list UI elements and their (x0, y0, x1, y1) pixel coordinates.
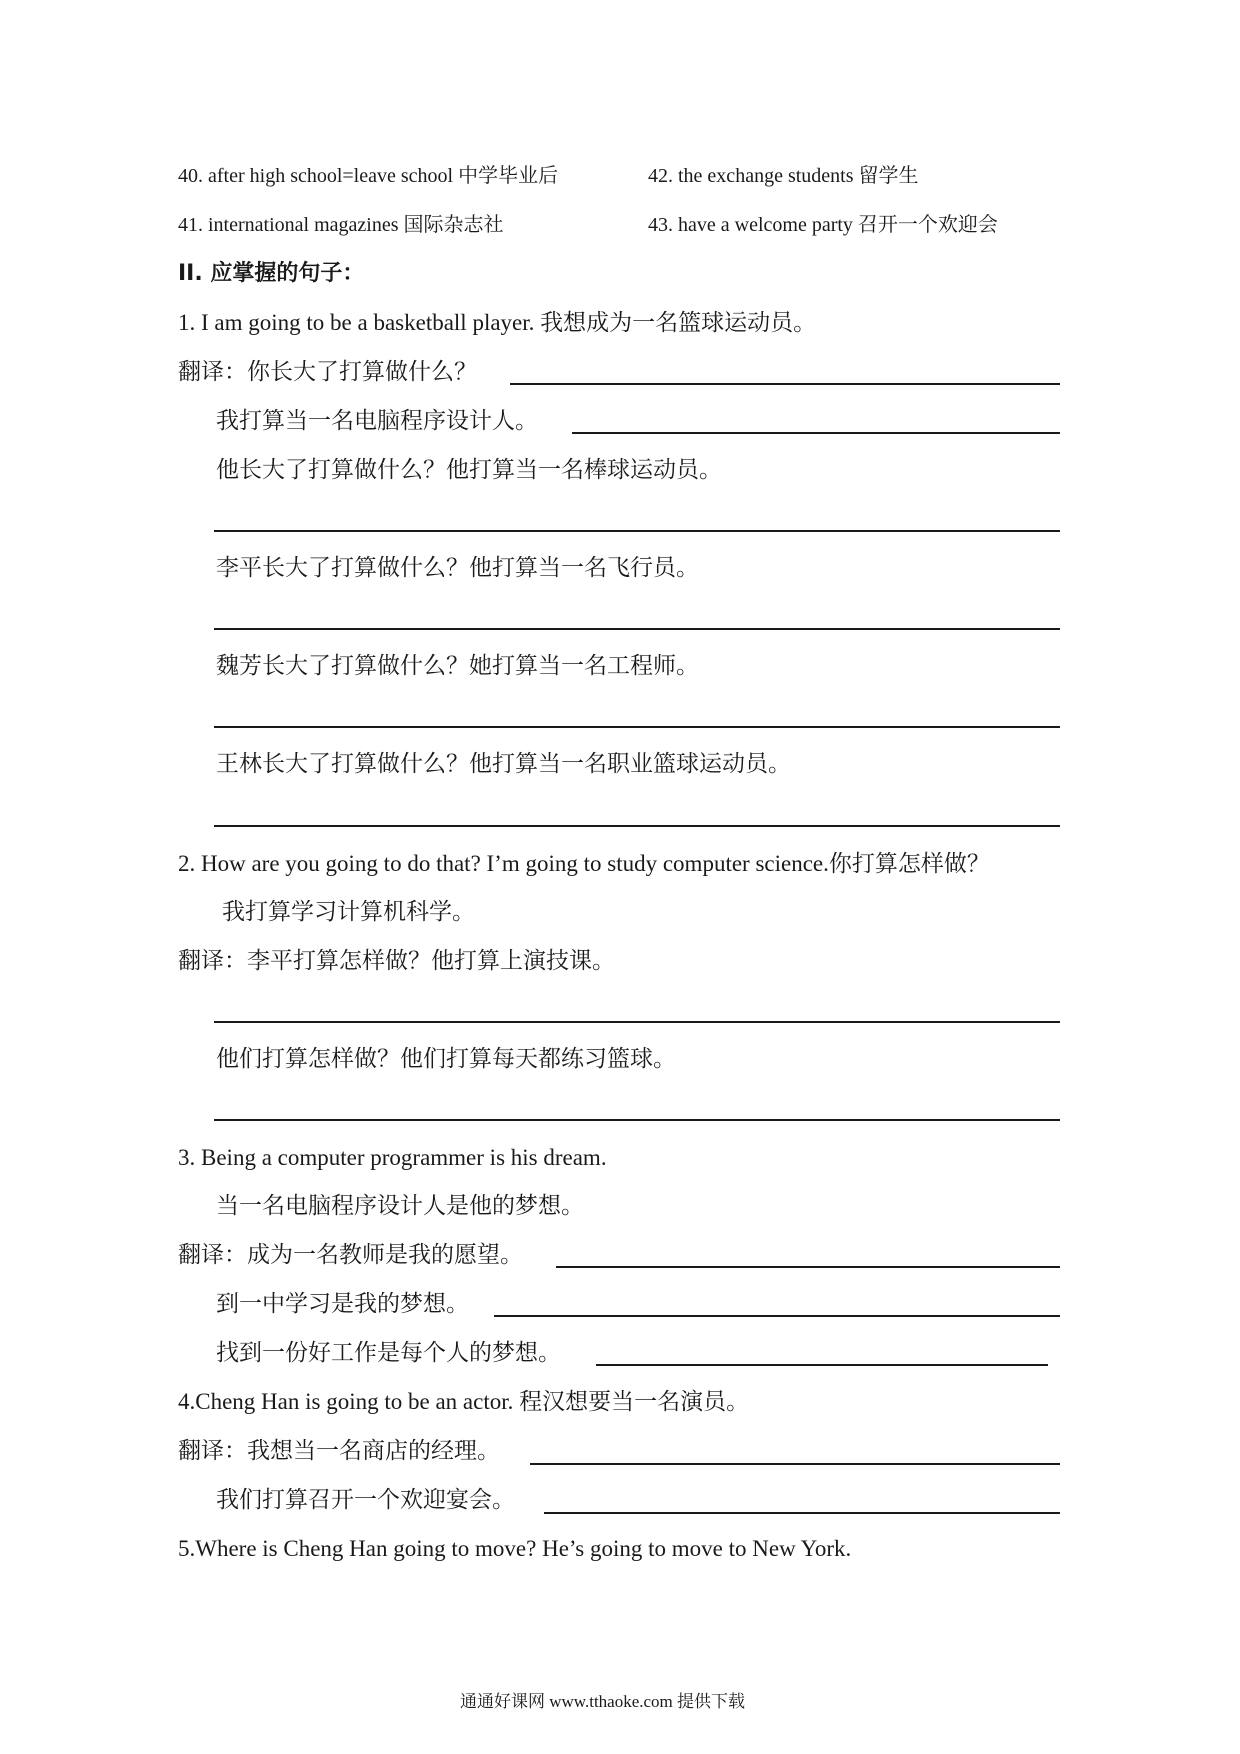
sentence-3-prompt-1: 翻译：成为一名教师是我的愿望。 (178, 1242, 523, 1267)
answer-line[interactable] (214, 1021, 1060, 1023)
sentence-2-example-zh: 我打算学习计算机科学。 (222, 899, 475, 924)
answer-line[interactable] (214, 726, 1060, 728)
sentence-1-example: 1. I am going to be a basketball player. 我想成为一名篮球运动员。 (178, 310, 817, 335)
section-heading: II. 应掌握的句子： (178, 261, 365, 286)
sentence-4-prompt-1: 翻译：我想当一名商店的经理。 (178, 1438, 500, 1463)
sentence-1-prompt-4: 李平长大了打算做什么？他打算当一名飞行员。 (216, 555, 699, 580)
sentence-3-prompt-3: 找到一份好工作是每个人的梦想。 (216, 1340, 561, 1365)
sentence-1-prompt-6: 王林长大了打算做什么？他打算当一名职业篮球运动员。 (216, 751, 791, 776)
sentence-1-prompt-2: 我打算当一名电脑程序设计人。 (216, 408, 538, 433)
sentence-5-example: 5.Where is Cheng Han going to move? He’s going to move to New York. (178, 1536, 852, 1561)
vocab-item-43: 43. have a welcome party 召开一个欢迎会 (648, 214, 998, 236)
answer-line[interactable] (556, 1266, 1060, 1268)
answer-line[interactable] (214, 530, 1060, 532)
answer-line[interactable] (214, 1119, 1060, 1121)
answer-line[interactable] (544, 1512, 1060, 1514)
answer-line[interactable] (596, 1364, 1048, 1366)
sentence-3-example-zh: 当一名电脑程序设计人是他的梦想。 (216, 1193, 584, 1218)
sentence-4-example: 4.Cheng Han is going to be an actor. 程汉想要当一名演员。 (178, 1389, 750, 1414)
sentence-2-example: 2. How are you going to do that? I’m going to study computer science.你打算怎样做？ (178, 851, 990, 876)
sentence-1-prompt-1: 翻译：你长大了打算做什么？ (178, 359, 477, 384)
sentence-2-prompt-2: 他们打算怎样做？他们打算每天都练习篮球。 (216, 1046, 676, 1071)
sentence-1-prompt-5: 魏芳长大了打算做什么？她打算当一名工程师。 (216, 653, 699, 678)
vocab-item-41: 41. international magazines 国际杂志社 (178, 214, 504, 236)
vocab-item-42: 42. the exchange students 留学生 (648, 165, 919, 187)
sentence-4-prompt-2: 我们打算召开一个欢迎宴会。 (216, 1487, 515, 1512)
answer-line[interactable] (572, 432, 1060, 434)
sentence-1-prompt-3: 他长大了打算做什么？他打算当一名棒球运动员。 (216, 457, 722, 482)
answer-line[interactable] (214, 825, 1060, 827)
answer-line[interactable] (214, 628, 1060, 630)
sentence-3-prompt-2: 到一中学习是我的梦想。 (216, 1291, 469, 1316)
answer-line[interactable] (494, 1315, 1060, 1317)
sentence-3-example: 3. Being a computer programmer is his dream. (178, 1145, 607, 1170)
vocab-item-40: 40. after high school=leave school 中学毕业后 (178, 165, 559, 187)
footer-credit: 通通好课网 www.tthaoke.com 提供下载 (460, 1692, 746, 1711)
sentence-2-prompt-1: 翻译：李平打算怎样做？他打算上演技课。 (178, 948, 615, 973)
answer-line[interactable] (510, 383, 1060, 385)
answer-line[interactable] (530, 1463, 1060, 1465)
